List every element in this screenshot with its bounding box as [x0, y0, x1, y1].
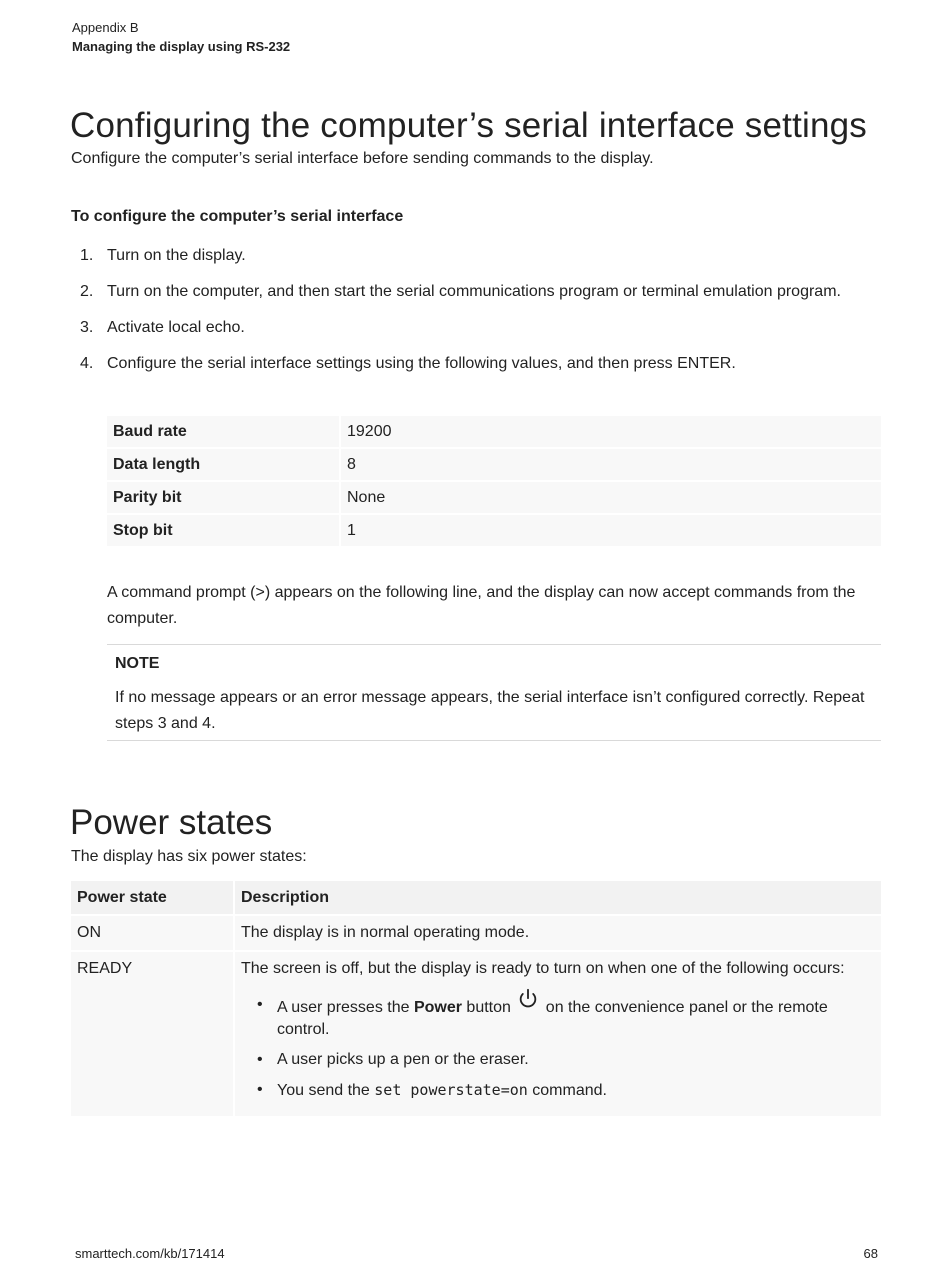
setting-key: Stop bit [107, 515, 339, 546]
note-title: NOTE [115, 655, 160, 672]
table-row [107, 482, 881, 513]
bullet-list [241, 994, 875, 1102]
setting-value: 8 [341, 449, 881, 480]
step-text: Configure the serial interface settings using the following values, and then press ENTER. [107, 355, 736, 372]
step-item [71, 243, 881, 269]
bullet-icon: • [257, 1081, 263, 1098]
step-item [71, 351, 881, 377]
column-header: Description [235, 881, 881, 914]
power-state-cell: READY [71, 952, 233, 1116]
power-states-heading: Power states [70, 803, 273, 842]
config-intro: Configure the computer’s serial interface before sending commands to the display. [71, 150, 654, 167]
power-label: Power [413, 999, 462, 1016]
description-text: The screen is off, but the display is ready to turn on when one of the following occurs: [241, 960, 845, 977]
table-row [107, 515, 881, 546]
power-icon [517, 988, 539, 1010]
bullet-icon: • [257, 996, 263, 1013]
step-text: Turn on the computer, and then start the serial communications program or terminal emulation program. [107, 283, 841, 300]
bullet-text: command. [527, 1082, 607, 1099]
bullet-icon: • [257, 1051, 263, 1068]
list-item [241, 994, 875, 1041]
procedure-title: To configure the computer’s serial interface [71, 208, 404, 225]
step-number: 3. [80, 319, 94, 336]
steps-list [71, 243, 881, 387]
step-number: 1. [80, 247, 94, 264]
bullet-text: on the convenience panel or the remote control. [277, 999, 828, 1038]
bullet-text: A user picks up a pen or the eraser. [277, 1051, 529, 1068]
setting-key: Parity bit [107, 482, 339, 513]
setting-key: Data length [107, 449, 339, 480]
setting-value: 1 [341, 515, 881, 546]
setting-value: None [341, 482, 881, 513]
command-prompt-text: A command prompt (>) appears on the following line, and the display can now accept commands from the computer. [107, 584, 856, 627]
bullet-text: button [461, 999, 516, 1016]
section-label: Managing the display using RS-232 [72, 39, 291, 54]
table-row [107, 416, 881, 447]
command-code: set powerstate=on [374, 1081, 528, 1099]
bullet-text: You send the [277, 1082, 375, 1099]
list-item [241, 1049, 875, 1071]
table-row [71, 916, 881, 950]
config-heading: Configuring the computer’s serial interface settings [70, 106, 868, 145]
description-cell: The display is in normal operating mode. [235, 916, 881, 950]
power-state-cell: ON [71, 916, 233, 950]
power-states-table [69, 879, 883, 1118]
power-states-intro: The display has six power states: [71, 848, 307, 865]
step-item [71, 279, 881, 305]
table-row [107, 449, 881, 480]
footer-url: smarttech.com/kb/171414 [75, 1246, 225, 1261]
setting-value: 19200 [341, 416, 881, 447]
description-cell [235, 952, 881, 1116]
column-header: Power state [71, 881, 233, 914]
step-text: Activate local echo. [107, 319, 245, 336]
step-number: 4. [80, 355, 94, 372]
setting-key: Baud rate [107, 416, 339, 447]
running-header [72, 18, 290, 56]
step-item [71, 315, 881, 341]
serial-settings-table [105, 414, 883, 548]
page-number: 68 [863, 1246, 878, 1261]
step-text: Turn on the display. [107, 247, 246, 264]
appendix-label: Appendix B [72, 20, 139, 35]
table-row [71, 952, 881, 1116]
list-item [241, 1079, 875, 1102]
table-header-row [71, 881, 881, 914]
bullet-text: A user presses the [277, 999, 414, 1016]
step-number: 2. [80, 283, 94, 300]
note-box [107, 644, 881, 741]
note-text: If no message appears or an error message appears, the serial interface isn’t configured correctly. Repeat steps 3 and 4. [115, 689, 865, 732]
